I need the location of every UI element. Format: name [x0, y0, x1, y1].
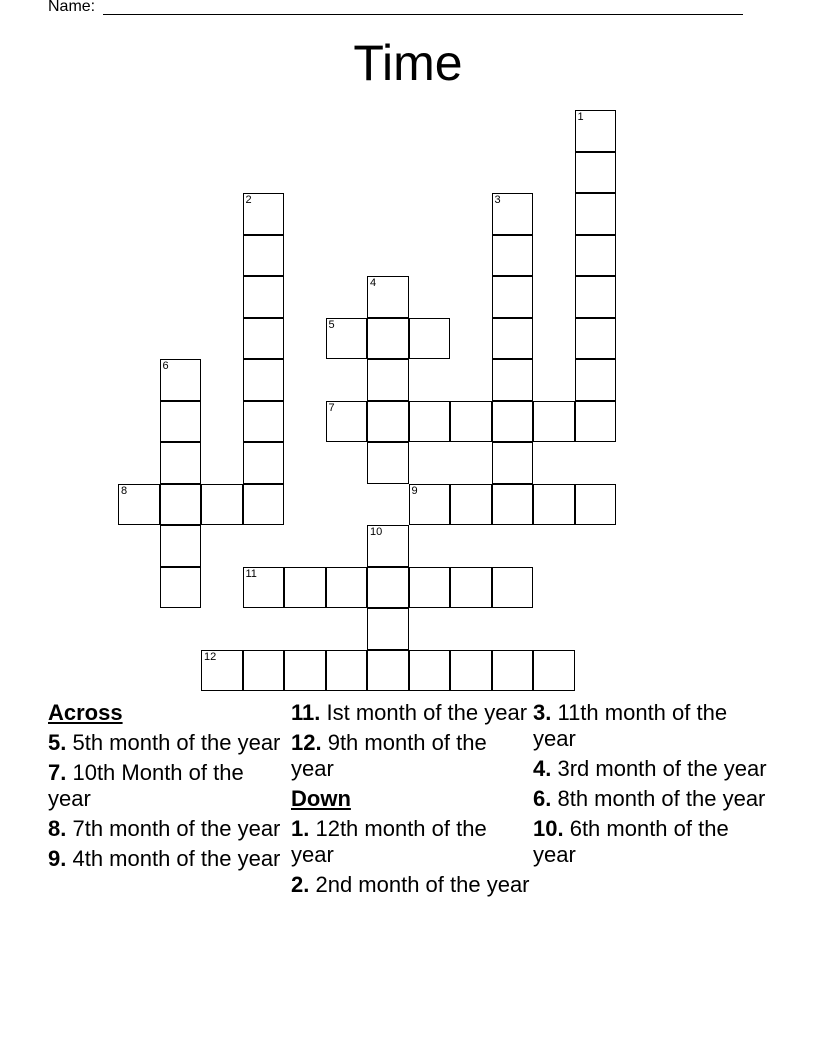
crossword-cell[interactable]	[575, 110, 617, 152]
crossword-cell[interactable]	[409, 318, 451, 360]
clue-down-3: 3. 11th month of the year	[533, 700, 728, 751]
crossword-cell[interactable]	[409, 484, 451, 526]
clue-across-7: 7. 10th Month of the year	[48, 760, 244, 811]
clue-number: 4	[370, 277, 377, 289]
crossword-cell[interactable]	[492, 650, 534, 692]
clue-number: 2	[245, 194, 252, 206]
crossword-cell[interactable]	[575, 276, 617, 318]
clue-number: 7	[328, 401, 335, 414]
crossword-cell[interactable]	[367, 650, 409, 692]
clue-column-2	[291, 700, 531, 902]
crossword-cell[interactable]	[575, 152, 617, 194]
clue-across-5: 5. 5th month of the year	[48, 730, 281, 755]
crossword-cell[interactable]	[492, 318, 534, 360]
clue-number: 11	[245, 567, 257, 580]
crossword-cell[interactable]	[326, 401, 368, 443]
crossword-cell[interactable]	[243, 650, 285, 692]
crossword-cell[interactable]	[533, 650, 575, 692]
crossword-cell[interactable]	[575, 359, 617, 401]
clue-number: 8	[121, 484, 128, 497]
clue-number: 12	[204, 650, 217, 663]
crossword-cell[interactable]	[160, 484, 202, 526]
crossword-cell[interactable]	[492, 567, 534, 609]
crossword-cell[interactable]	[367, 567, 409, 609]
crossword-cell[interactable]	[243, 359, 285, 401]
clue-number: 6	[162, 360, 169, 372]
clue-number: 3	[494, 194, 501, 206]
crossword-cell[interactable]	[492, 359, 534, 401]
clue-number: 9	[411, 484, 418, 497]
clue-column-1	[48, 700, 288, 876]
clue-number: 1	[577, 111, 584, 123]
crossword-cell[interactable]	[243, 276, 285, 318]
crossword-cell[interactable]	[450, 401, 492, 443]
clue-down-1: 1. 12th month of the year	[291, 816, 487, 867]
crossword-cell[interactable]	[160, 525, 202, 567]
crossword-cell[interactable]	[243, 318, 285, 360]
clue-number: 5	[328, 318, 335, 331]
crossword-cell[interactable]	[326, 567, 368, 609]
crossword-cell[interactable]	[201, 484, 243, 526]
crossword-cell[interactable]	[367, 401, 409, 443]
crossword-cell[interactable]	[284, 567, 326, 609]
crossword-cell[interactable]	[367, 525, 409, 567]
crossword-cell[interactable]	[326, 650, 368, 692]
crossword-cell[interactable]	[492, 235, 534, 277]
crossword-cell[interactable]	[243, 235, 285, 277]
crossword-cell[interactable]	[450, 567, 492, 609]
crossword-cell[interactable]	[201, 650, 243, 692]
crossword-cell[interactable]	[326, 318, 368, 360]
crossword-cell[interactable]	[492, 484, 534, 526]
crossword-cell[interactable]	[160, 442, 202, 484]
crossword-cell[interactable]	[450, 484, 492, 526]
crossword-cell[interactable]	[284, 650, 326, 692]
crossword-cell[interactable]	[492, 193, 534, 235]
crossword-cell[interactable]	[367, 318, 409, 360]
crossword-cell[interactable]	[367, 608, 409, 650]
clue-number: 10	[370, 526, 383, 538]
clue-down-10: 10. 6th month of the year	[533, 816, 729, 867]
crossword-cell[interactable]	[243, 401, 285, 443]
crossword-cell[interactable]	[575, 318, 617, 360]
crossword-cell[interactable]	[533, 484, 575, 526]
crossword-cell[interactable]	[492, 276, 534, 318]
crossword-cell[interactable]	[492, 442, 534, 484]
clue-column-3	[533, 700, 773, 872]
crossword-cell[interactable]	[575, 401, 617, 443]
crossword-cell[interactable]	[409, 567, 451, 609]
crossword-cell[interactable]	[160, 359, 202, 401]
clue-across-9: 9. 4th month of the year	[48, 846, 281, 871]
clue-across-11: 11. Ist month of the year	[291, 700, 528, 725]
crossword-cell[interactable]	[243, 442, 285, 484]
crossword-cell[interactable]	[450, 650, 492, 692]
clue-down-6: 6. 8th month of the year	[533, 786, 766, 811]
clue-across-12: 12. 9th month of the year	[291, 730, 487, 781]
crossword-cell[interactable]	[243, 484, 285, 526]
across-heading: Across	[48, 700, 123, 725]
crossword-cell[interactable]	[160, 567, 202, 609]
clue-down-2: 2. 2nd month of the year	[291, 872, 530, 897]
crossword-cell[interactable]	[243, 193, 285, 235]
crossword-cell[interactable]	[575, 484, 617, 526]
crossword-cell[interactable]	[367, 276, 409, 318]
crossword-cell[interactable]	[367, 442, 409, 484]
puzzle-title: Time	[353, 35, 463, 91]
crossword-cell[interactable]	[367, 359, 409, 401]
clue-across-8: 8. 7th month of the year	[48, 816, 281, 841]
crossword-cell[interactable]	[160, 401, 202, 443]
crossword-cell[interactable]	[409, 401, 451, 443]
crossword-cell[interactable]	[575, 193, 617, 235]
crossword-cell[interactable]	[409, 650, 451, 692]
crossword-cell[interactable]	[575, 235, 617, 277]
name-label: Name:	[48, 0, 96, 15]
crossword-cell[interactable]	[243, 567, 285, 609]
crossword-cell[interactable]	[492, 401, 534, 443]
clue-down-4: 4. 3rd month of the year	[533, 756, 767, 781]
crossword-cell[interactable]	[118, 484, 160, 526]
crossword-cell[interactable]	[533, 401, 575, 443]
down-heading: Down	[291, 786, 351, 811]
